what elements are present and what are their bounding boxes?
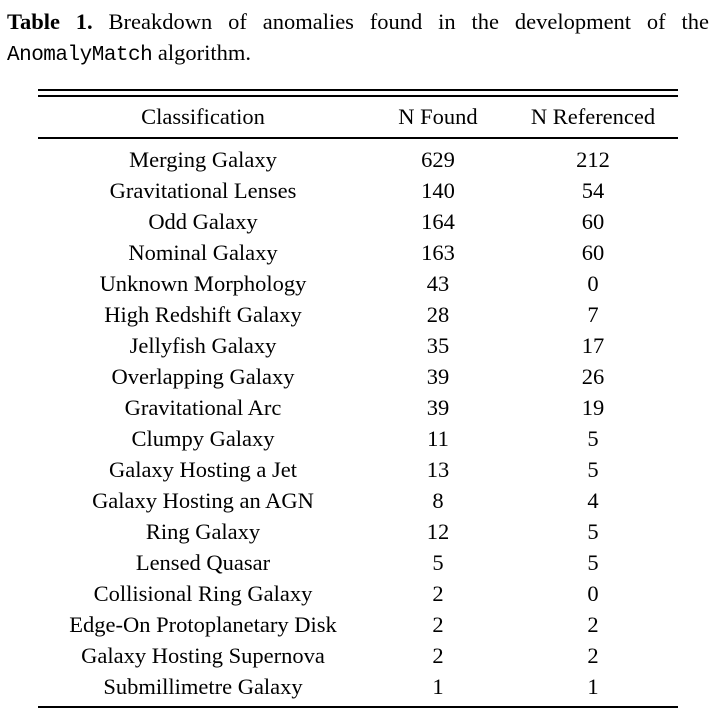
classification-cell: Ring Galaxy: [145, 519, 261, 544]
classification-cell: Galaxy Hosting a Jet: [108, 457, 298, 482]
n-found-cell: 11: [427, 426, 449, 451]
n-referenced-cell: 17: [581, 333, 605, 358]
header-row: [38, 97, 678, 138]
classification-cell: Gravitational Arc: [124, 395, 282, 420]
n-referenced-cell: 5: [587, 457, 599, 482]
table-row: [38, 547, 678, 578]
n-found-cell: 12: [426, 519, 450, 544]
classification-cell: Nominal Galaxy: [128, 240, 278, 265]
n-referenced-cell: 0: [587, 581, 599, 606]
caption-line-2: [7, 37, 709, 71]
table-row: [38, 237, 678, 268]
n-referenced-cell: 2: [587, 643, 599, 668]
table-row: [38, 671, 678, 706]
classification-cell: Gravitational Lenses: [109, 178, 297, 203]
table-row: [38, 361, 678, 392]
classification-cell: Galaxy Hosting an AGN: [92, 488, 314, 513]
table-row: [38, 392, 678, 423]
n-found-cell: 2: [432, 581, 444, 606]
n-found-cell: 164: [421, 209, 455, 234]
classification-cell: Clumpy Galaxy: [131, 426, 275, 451]
table-row: [38, 268, 678, 299]
table-row: [38, 454, 678, 485]
n-found-cell: 629: [421, 147, 455, 172]
table-row: [38, 423, 678, 454]
table-row: [38, 640, 678, 671]
header-classification: Classification: [38, 97, 368, 138]
table-row: [38, 138, 678, 175]
n-referenced-cell: 54: [581, 178, 605, 203]
n-found-cell: 28: [426, 302, 450, 327]
table-row: [38, 609, 678, 640]
bottom-rule: [38, 706, 678, 708]
table-row: [38, 485, 678, 516]
top-double-rule: [38, 89, 678, 97]
n-found-cell: 43: [426, 271, 450, 296]
classification-cell: High Redshift Galaxy: [104, 302, 302, 327]
classification-cell: Lensed Quasar: [135, 550, 271, 575]
n-referenced-cell: 0: [587, 271, 599, 296]
n-found-cell: 1: [432, 674, 444, 699]
caption-text: Breakdown of anomalies found in the development of the: [108, 9, 709, 34]
n-referenced-cell: 60: [581, 240, 605, 265]
table-row: [38, 516, 678, 547]
classification-cell: Collisional Ring Galaxy: [93, 581, 313, 606]
n-found-cell: 39: [426, 364, 450, 389]
table-row: [38, 206, 678, 237]
n-referenced-cell: 26: [581, 364, 605, 389]
table-caption: [7, 6, 709, 71]
n-found-cell: 39: [426, 395, 450, 420]
n-referenced-cell: 7: [587, 302, 599, 327]
n-referenced-cell: 5: [587, 550, 599, 575]
table-row: [38, 578, 678, 609]
n-referenced-cell: 5: [587, 519, 599, 544]
n-found-cell: 5: [432, 550, 444, 575]
classification-cell: Edge-On Protoplanetary Disk: [69, 612, 337, 637]
anomaly-table-block: [38, 89, 678, 708]
n-referenced-cell: 60: [581, 209, 605, 234]
n-found-cell: 2: [432, 643, 444, 668]
n-referenced-cell: 2: [587, 612, 599, 637]
classification-cell: Merging Galaxy: [129, 147, 277, 172]
classification-cell: Submillimetre Galaxy: [103, 674, 303, 699]
n-found-cell: 163: [421, 240, 455, 265]
table-row: [38, 330, 678, 361]
classification-cell: Overlapping Galaxy: [111, 364, 295, 389]
header-n-found: N Found: [368, 97, 508, 138]
n-referenced-cell: 212: [576, 147, 610, 172]
n-found-cell: 8: [432, 488, 444, 513]
n-found-cell: 13: [426, 457, 450, 482]
caption-text-after: algorithm.: [157, 40, 251, 65]
n-referenced-cell: 4: [587, 488, 599, 513]
caption-algorithm-name: AnomalyMatch: [7, 44, 153, 67]
classification-cell: Unknown Morphology: [99, 271, 307, 296]
classification-cell: Jellyfish Galaxy: [129, 333, 277, 358]
n-referenced-cell: 5: [587, 426, 599, 451]
caption-label: Table 1.: [7, 9, 93, 34]
n-referenced-cell: 1: [587, 674, 599, 699]
table-row: [38, 299, 678, 330]
classification-cell: Odd Galaxy: [148, 209, 258, 234]
classification-cell: Galaxy Hosting Supernova: [81, 643, 325, 668]
n-found-cell: 140: [421, 178, 455, 203]
n-found-cell: 35: [426, 333, 450, 358]
table-row: [38, 175, 678, 206]
n-referenced-cell: 19: [581, 395, 605, 420]
header-n-referenced: N Referenced: [508, 97, 678, 138]
n-found-cell: 2: [432, 612, 444, 637]
caption-line-1: [7, 6, 709, 37]
table-body: [38, 138, 678, 706]
anomaly-table: [38, 97, 678, 706]
